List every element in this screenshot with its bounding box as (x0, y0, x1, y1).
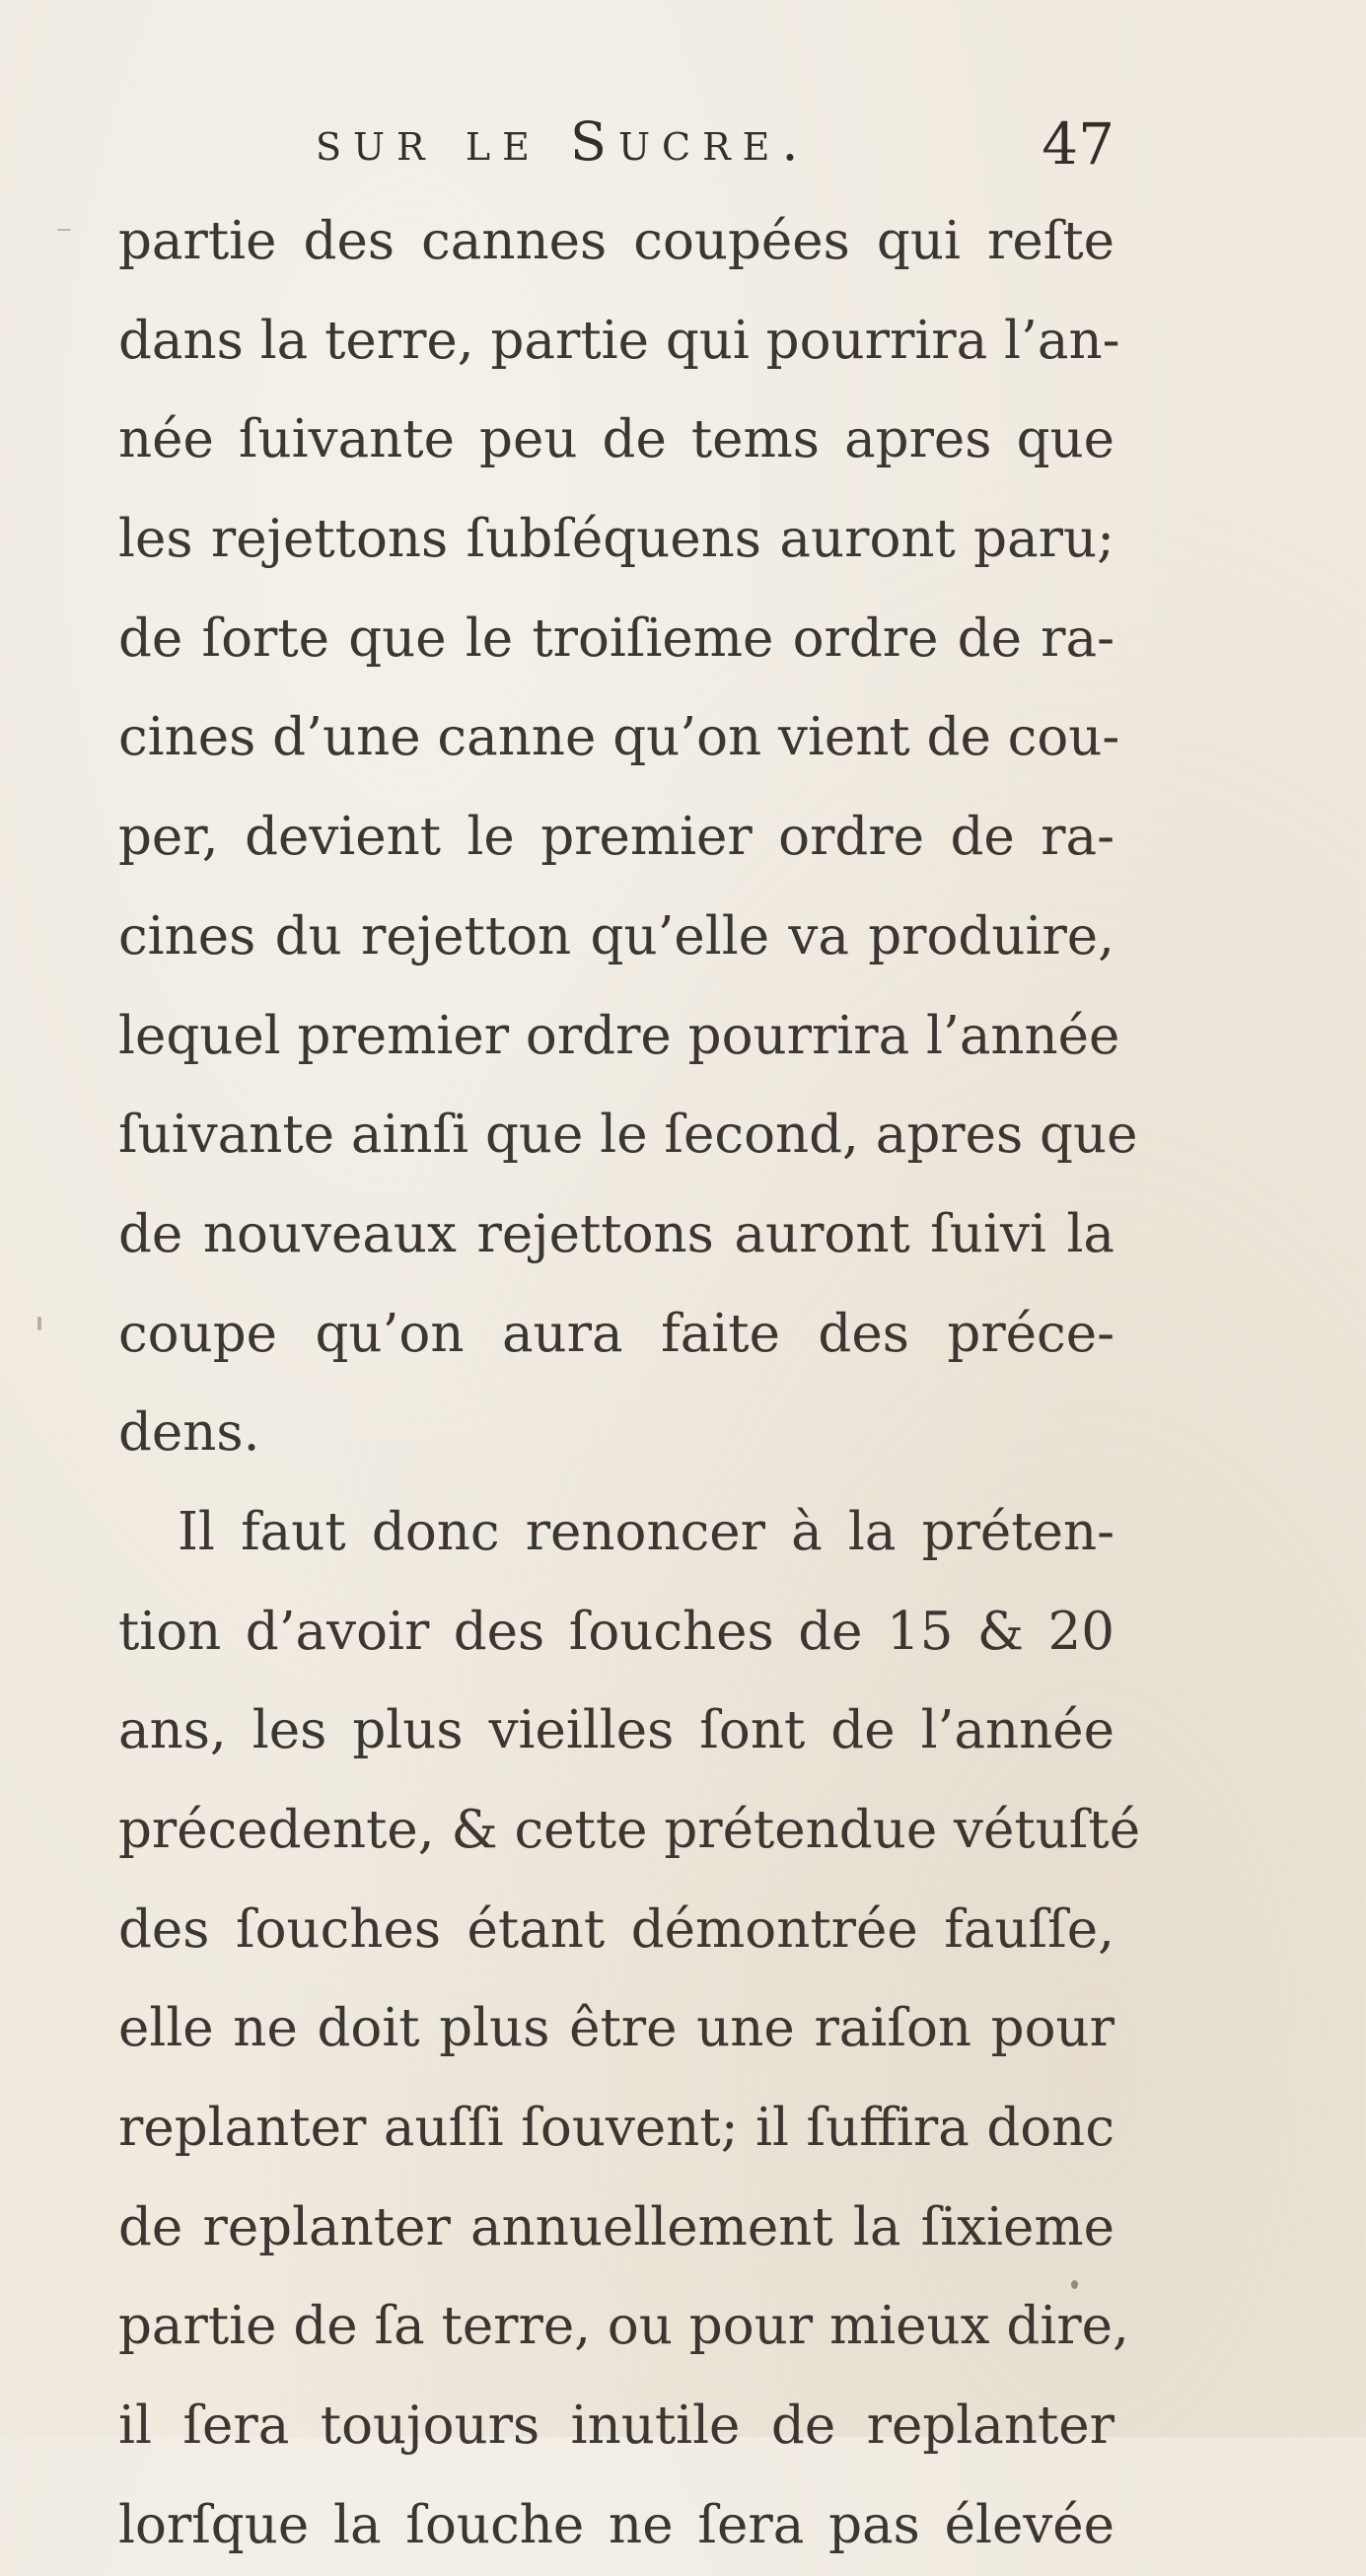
paper-speck (37, 1317, 41, 1330)
text-line: précedente, & cette prétendue vétuſté (118, 1800, 1141, 1860)
text-line: dans la terre, partie qui pourrira l’an- (118, 310, 1120, 371)
body-text (118, 192, 1141, 2576)
text-line: de ſorte que le troiſieme ordre de ra- (118, 608, 1114, 669)
text-line: partie de ſa terre, ou pour mieux dire, (118, 2296, 1129, 2357)
running-head (118, 110, 1114, 189)
text-line: tion d’avoir des ſouches de 15 & 20 (118, 1601, 1114, 1662)
paper-speck (1071, 2280, 1078, 2289)
text-line: dens. (118, 1402, 260, 1464)
paragraph-1 (118, 192, 1138, 1483)
text-line: des ſouches étant démontrée fauſſe, (118, 1898, 1114, 1960)
text-line: ſuivante ainſi que le ſecond, apres que (118, 1105, 1138, 1166)
text-line: lorſque la ſouche ne ſera pas élevée (118, 2494, 1114, 2555)
text-line: les rejettons ſubſéquens auront paru; (118, 509, 1114, 570)
text-line: per, devient le premier ordre de ra- (118, 807, 1114, 868)
paper-speck (57, 229, 71, 231)
text-line: née ſuivante peu de tems apres que (118, 409, 1114, 470)
text-line: ans, les plus vieilles ſont de l’année (118, 1700, 1114, 1761)
page-number: 47 (1042, 110, 1114, 178)
text-line: partie des cannes coupées qui reſte (118, 211, 1114, 271)
text-line: coupe qu’on aura faite des préce- (118, 1303, 1114, 1364)
text-line: Il faut donc renoncer à la préten- (178, 1501, 1114, 1562)
text-line: cines du rejetton qu’elle va produire, (118, 905, 1114, 966)
text-line: replanter auſſi ſouvent; il ſuffira donc (118, 2098, 1114, 2159)
paragraph-2 (118, 1483, 1141, 2576)
text-line: de nouveaux rejettons auront ſuivi la (118, 1203, 1114, 1264)
text-line: il ſera toujours inutile de replanter (118, 2396, 1114, 2457)
running-title: sur le Sucre. (316, 110, 811, 173)
text-line: elle ne doit plus être une raiſon pour (118, 1998, 1114, 2059)
text-line: lequel premier ordre pourrira l’année (118, 1005, 1120, 1066)
text-line: de replanter annuellement la ſixieme (118, 2196, 1114, 2257)
text-line: cines d’une canne qu’on vient de cou- (118, 707, 1120, 768)
